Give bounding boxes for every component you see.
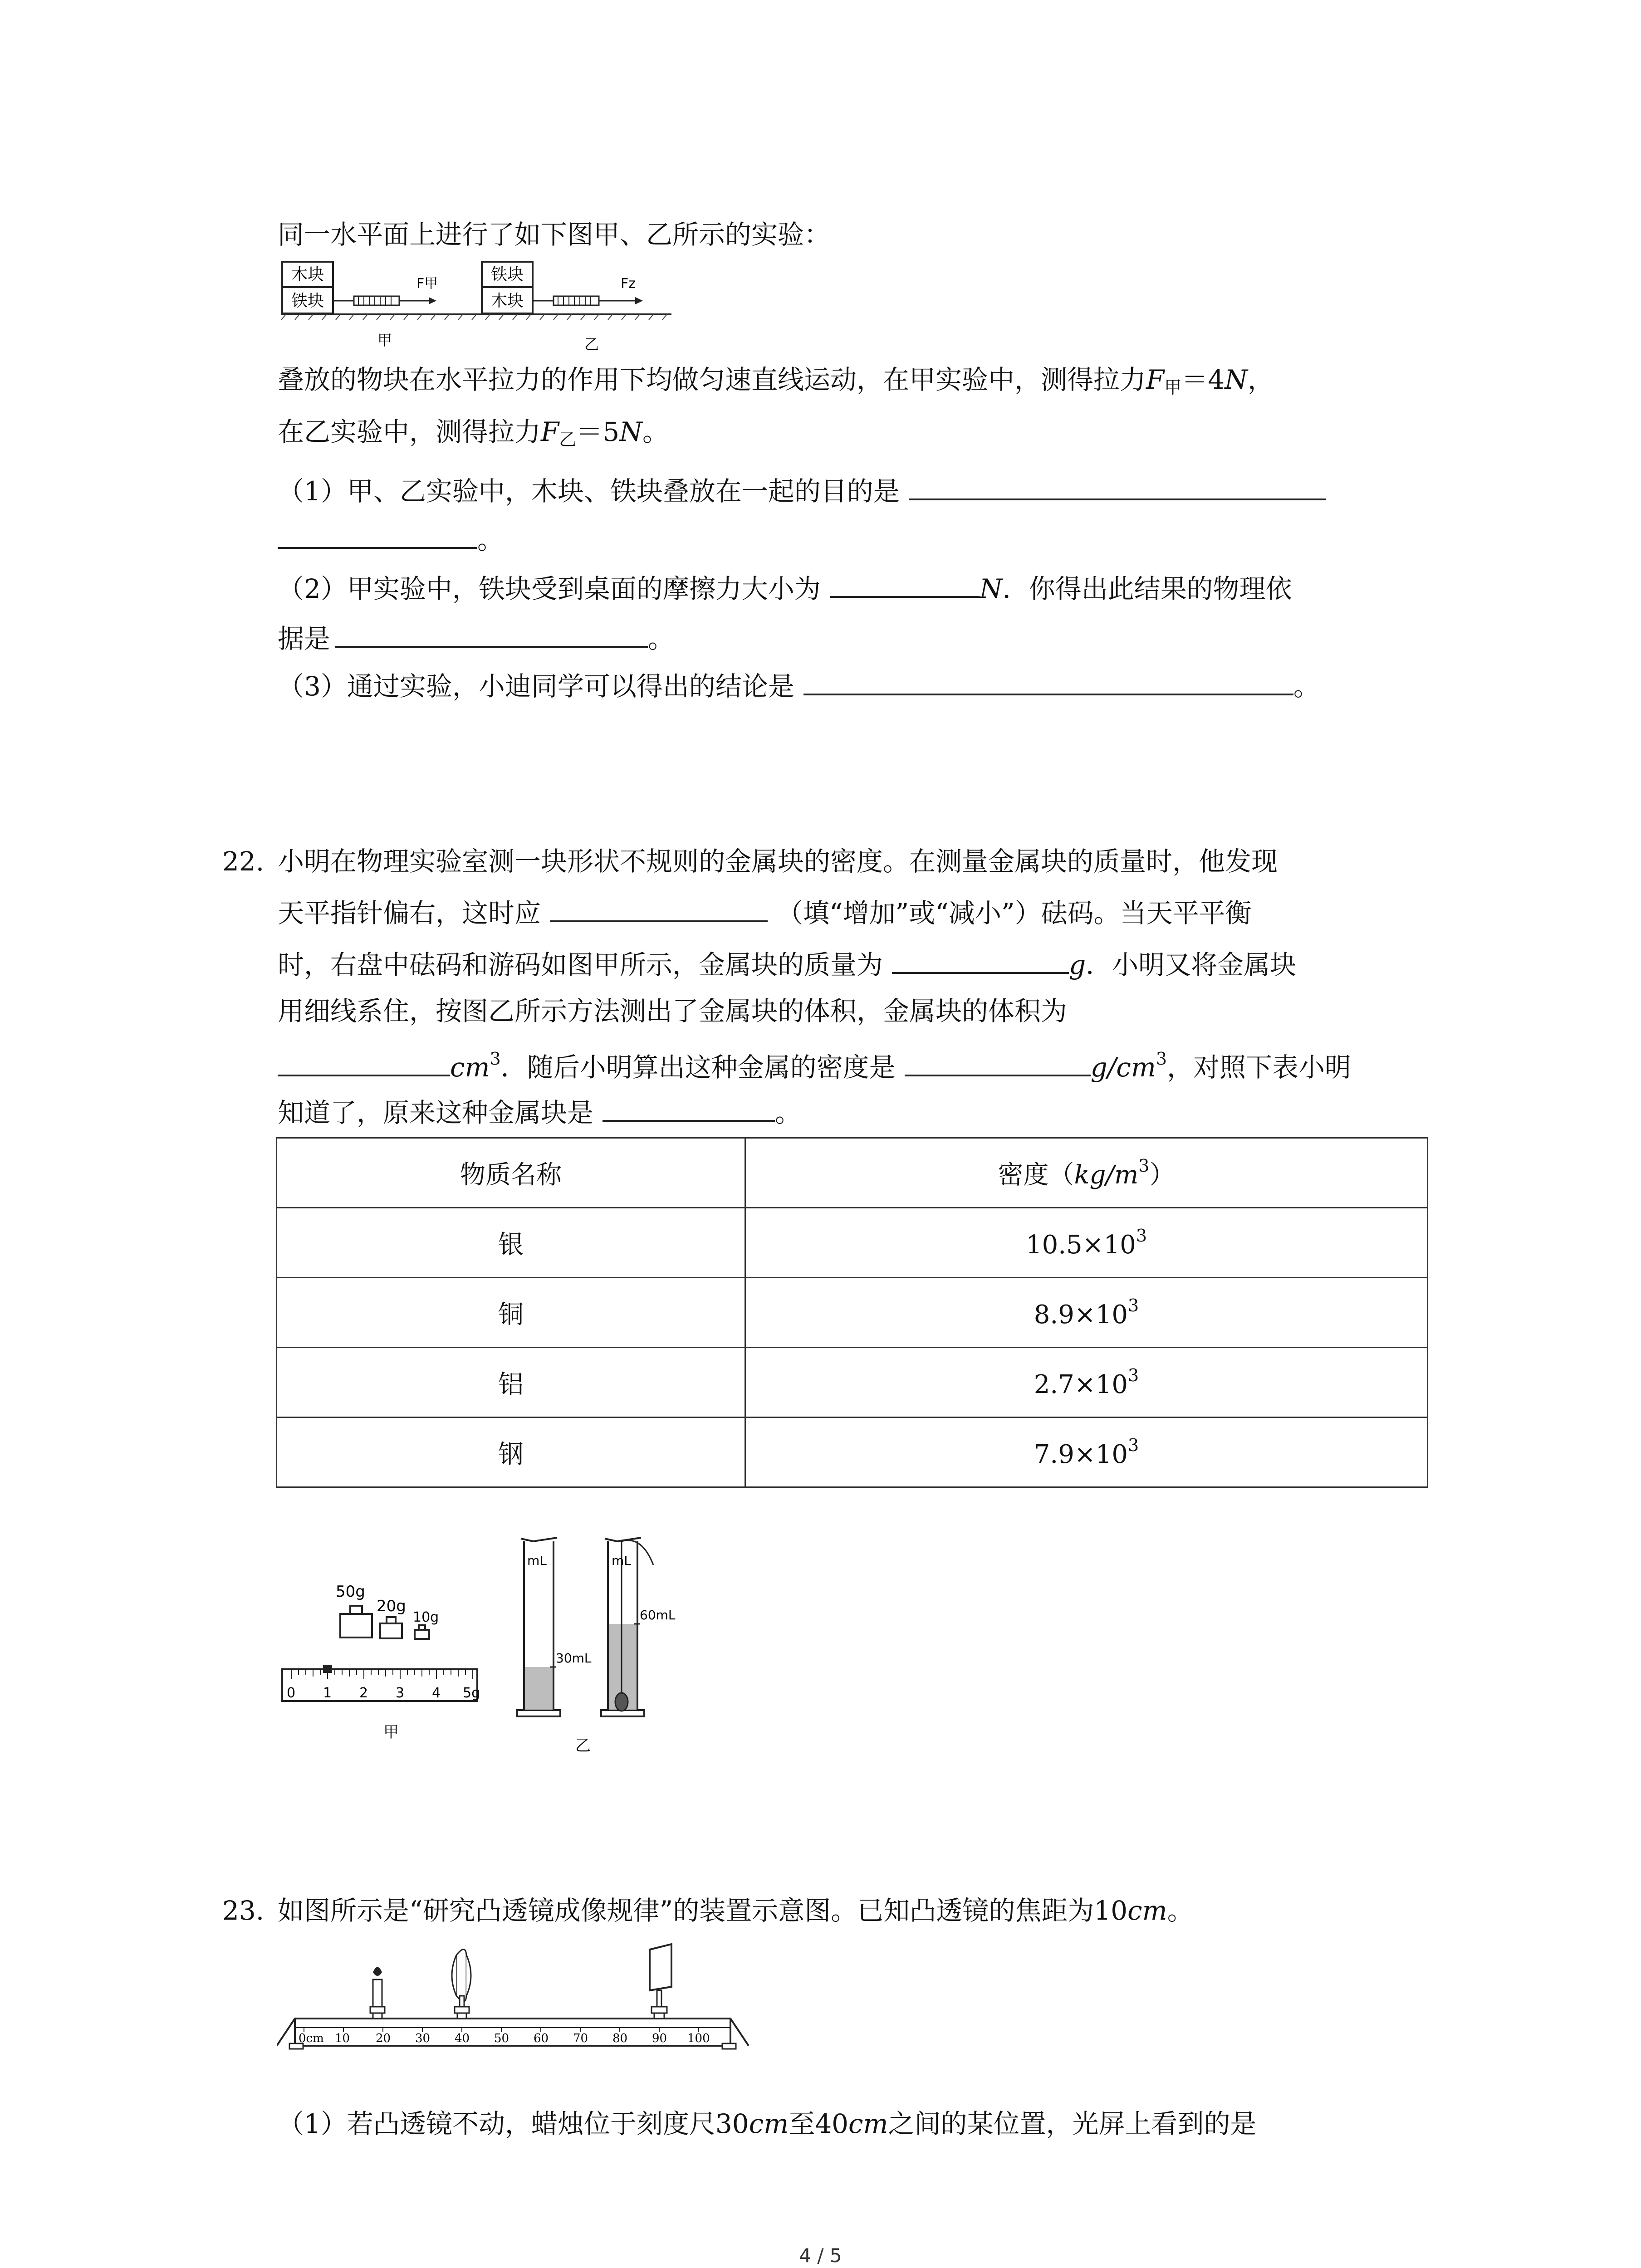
jia-top-block-label: 木块 xyxy=(291,265,324,284)
subq-1-cont: 。 xyxy=(278,526,504,553)
answer-blank-22e[interactable] xyxy=(603,1099,775,1122)
cell-substance: 铜 xyxy=(277,1278,745,1348)
density-table xyxy=(276,1137,1428,1488)
q22-line6: 知道了，原来这种金属块是 。 xyxy=(278,1097,802,1128)
bench-tick-70: 70 xyxy=(573,2032,588,2045)
table-row xyxy=(277,1348,1428,1418)
weight-20g-icon xyxy=(380,1617,402,1638)
bench-tick-0: 0cm xyxy=(299,2032,324,2045)
q22-number: 22. xyxy=(222,846,265,877)
col-header-density: 密度$(kg/m^3)$ xyxy=(745,1138,1428,1208)
answer-blank-22a[interactable] xyxy=(550,899,768,922)
table-header-row xyxy=(277,1138,1428,1208)
ruler-tick-3: 3 xyxy=(396,1685,405,1701)
weight-50g-icon xyxy=(340,1606,372,1637)
jia-bottom-block-label: 铁块 xyxy=(291,292,324,310)
q23-number: 23. xyxy=(222,1895,265,1926)
cyl2-unit-label: mL xyxy=(612,1553,631,1568)
bench-tick-20: 20 xyxy=(376,2032,391,2045)
convex-lens-icon xyxy=(452,1950,471,2019)
p1-line1: 叠放的物块在水平拉力的作用下均做匀速直线运动，在甲实验中，测得拉力$F_甲=4N$， xyxy=(278,364,1274,397)
cell-density: $2.7\times 10^3$ xyxy=(745,1348,1428,1418)
q23-subq-1: （1）若凸透镜不动，蜡烛位于刻度尺30cm至40cm之间的某位置，光屏上看到的是 xyxy=(278,2108,1257,2139)
bench-tick-90: 90 xyxy=(652,2032,667,2045)
weight-10g-icon xyxy=(415,1625,429,1639)
page-number: 4 / 5 xyxy=(799,2244,842,2267)
figure-mass-volume xyxy=(272,1533,735,1769)
cell-density: $8.9\times 10^3$ xyxy=(745,1278,1428,1348)
weight-20g-label: 20g xyxy=(377,1597,406,1615)
figure-optical-bench xyxy=(277,1941,758,2068)
cylinder-1-liquid xyxy=(525,1667,553,1710)
ruler-tick-4: 4 xyxy=(432,1685,441,1701)
cell-substance: 钢 xyxy=(277,1418,745,1487)
cell-density: $7.9\times 10^3$ xyxy=(745,1418,1428,1487)
jia-caption: 甲 xyxy=(377,332,392,349)
cell-substance: 银 xyxy=(277,1208,745,1278)
table-row xyxy=(277,1278,1428,1348)
jia-force-label: F甲 xyxy=(416,276,438,292)
bench-tick-30: 30 xyxy=(415,2032,431,2045)
ruler-tick-0: 0 xyxy=(287,1685,296,1701)
yi-caption: 乙 xyxy=(584,336,599,352)
answer-blank-2[interactable] xyxy=(830,575,980,598)
fig2-caption-yi: 乙 xyxy=(575,1737,591,1755)
answer-blank-22c[interactable] xyxy=(278,1054,450,1076)
answer-blank-22b[interactable] xyxy=(892,951,1069,974)
weight-10g-label: 10g xyxy=(413,1609,439,1625)
bench-tick-60: 60 xyxy=(534,2032,549,2045)
yi-force-label: Fz xyxy=(621,276,636,292)
cyl2-level-label: 60mL xyxy=(640,1608,676,1623)
yi-force-arrow xyxy=(635,297,643,304)
weight-50g-label: 50g xyxy=(336,1583,365,1601)
subq-2-cont: 据是 。 xyxy=(278,623,675,654)
cyl1-unit-label: mL xyxy=(527,1553,547,1568)
intro-line: 同一水平面上进行了如下图甲、乙所示的实验： xyxy=(278,219,831,250)
col-header-substance: 物质名称 xyxy=(277,1138,745,1208)
answer-blank-1b[interactable] xyxy=(278,526,477,549)
rider-marker xyxy=(323,1665,332,1673)
ruler-tick-1: 1 xyxy=(323,1685,332,1701)
q22-line4: 用细线系住，按图乙所示方法测出了金属块的体积，金属块的体积为 xyxy=(278,996,1068,1026)
answer-blank-3[interactable] xyxy=(803,673,1293,695)
answer-blank-22d[interactable] xyxy=(905,1054,1091,1076)
yi-top-block-label: 铁块 xyxy=(490,265,524,284)
subq-2: （2）甲实验中，铁块受到桌面的摩擦力大小为 N．你得出此结果的物理依 xyxy=(278,573,1292,604)
q22-line2: 天平指针偏右，这时应 （填“增加”或“减小”）砝码。当天平平衡 xyxy=(278,898,1252,929)
p1-line2: 在乙实验中，测得拉力$F_乙=5N$。 xyxy=(278,416,669,450)
answer-blank-1[interactable] xyxy=(909,478,1326,500)
fig2-caption-jia: 甲 xyxy=(383,1723,399,1741)
beam-scale xyxy=(282,1669,477,1701)
table-row xyxy=(277,1418,1428,1487)
table-row xyxy=(277,1208,1428,1278)
metal-block-icon xyxy=(615,1693,628,1711)
q22-line3: 时，右盘中砝码和游码如图甲所示，金属块的质量为 g．小明又将金属块 xyxy=(278,949,1297,980)
yi-spring-scale xyxy=(554,296,599,305)
figure-stacked-blocks xyxy=(272,256,681,352)
cell-substance: 铝 xyxy=(277,1348,745,1418)
subq-1: （1）甲、乙实验中，木块、铁块叠放在一起的目的是 xyxy=(278,478,1326,504)
yi-bottom-block-label: 木块 xyxy=(490,292,524,310)
cyl1-level-label: 30mL xyxy=(556,1651,592,1666)
q22-line1: 小明在物理实验室测一块形状不规则的金属块的密度。在测量金属块的质量时，他发现 xyxy=(278,846,1278,877)
bench-tick-50: 50 xyxy=(494,2032,509,2045)
cell-density: $10.5\times 10^3$ xyxy=(745,1208,1428,1278)
ruler-tick-2: 2 xyxy=(359,1685,368,1701)
jia-spring-scale xyxy=(354,296,399,305)
bench-tick-10: 10 xyxy=(335,2032,350,2045)
bench-tick-40: 40 xyxy=(455,2032,470,2045)
candle-icon xyxy=(370,1967,385,2019)
subq-3: （3）通过实验，小迪同学可以得出的结论是 。 xyxy=(278,671,1320,702)
q23-line1: 如图所示是“研究凸透镜成像规律”的装置示意图。已知凸透镜的焦距为10cm。 xyxy=(278,1895,1194,1926)
ruler-tick-5: 5g xyxy=(463,1685,480,1701)
jia-force-arrow xyxy=(429,297,436,304)
answer-blank-2b[interactable] xyxy=(335,625,648,648)
light-screen-icon xyxy=(650,1944,671,2019)
bench-tick-100: 100 xyxy=(687,2032,710,2045)
q22-line5: $cm^3$．随后小明算出这种金属的密度是 $g/cm^3$，对照下表小明 xyxy=(278,1050,1351,1080)
bench-tick-80: 80 xyxy=(612,2032,628,2045)
